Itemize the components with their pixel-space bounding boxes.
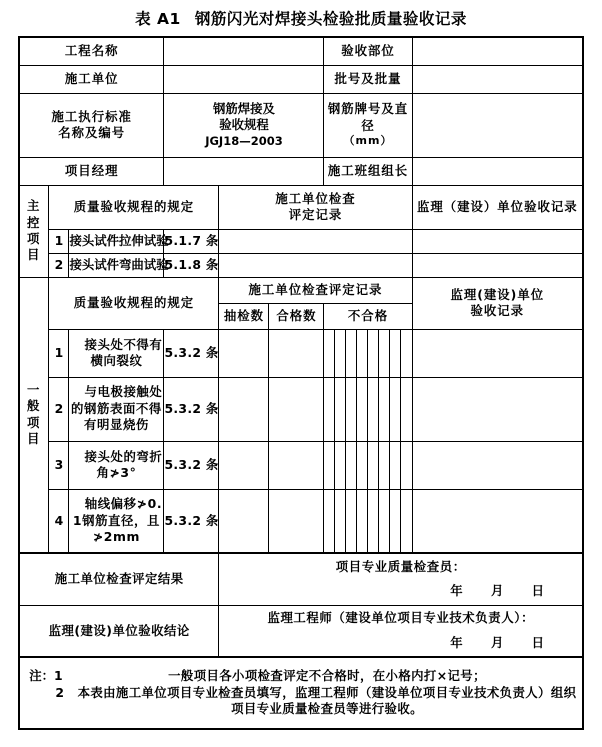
standard-name-line1: 钢筋焊接及 [213, 101, 275, 117]
group-label-general-char-2: 项 [26, 414, 42, 430]
general-item-desc-4: 轴线偏移≯0.1钢筋直径，且≯2mm [69, 489, 164, 553]
group-label-main-control-char-2: 项 [26, 231, 42, 246]
general-item-unqualified-2-5[interactable] [379, 377, 390, 441]
supervisor-date-label: 年 月 日 [450, 634, 557, 650]
general-item-unqualified-2-7[interactable] [401, 377, 412, 441]
main-item-desc-1: 接头试件拉伸试验 [69, 229, 164, 253]
label-construction-unit: 施工单位 [19, 65, 164, 93]
general-item-unqualified-4-4[interactable] [368, 489, 379, 553]
general-item-qualified-4[interactable] [269, 489, 324, 553]
label-acceptance-part: 验收部位 [324, 37, 412, 65]
general-item-clause-3: 5.3.2 条 [164, 441, 219, 489]
label-batch-no-and-size: 批号及批量 [324, 65, 412, 93]
contractor-date-label: 年 月 日 [450, 583, 557, 599]
col-header-main-contractor-line2: 评定记录 [288, 207, 343, 222]
main-item-clause-1: 5.1.7 条 [164, 229, 219, 253]
general-item-clause-2: 5.3.2 条 [164, 377, 219, 441]
value-execution-standard[interactable] [164, 93, 324, 157]
value-batch-no-and-size[interactable] [412, 65, 583, 93]
label-execution-standard-line2: 名称及编号 [58, 125, 126, 140]
main-item-row-1 [19, 229, 583, 253]
table-row-standard [19, 93, 583, 157]
general-item-row-3 [19, 441, 583, 489]
general-item-unqualified-1-6[interactable] [390, 329, 401, 377]
general-item-desc-3: 接头处的弯折角≯3° [69, 441, 164, 489]
general-item-clause-1: 5.3.2 条 [164, 329, 219, 377]
general-item-qualified-1[interactable] [269, 329, 324, 377]
supervisor-signer-label: 监理工程师（建设单位项目专业技术负责人）： [267, 610, 535, 626]
general-item-row-2 [19, 377, 583, 441]
general-item-unqualified-3-1[interactable] [335, 441, 346, 489]
notes-block [19, 657, 583, 729]
group-label-main-control-char-1: 控 [26, 214, 42, 230]
general-item-sampled-3[interactable] [219, 441, 269, 489]
group-label-general-char-1: 般 [26, 398, 42, 414]
note-text-1: 一般项目各小项检查评定不合格时，在小格内打×记号； [168, 668, 486, 684]
note-item-1 [20, 668, 582, 684]
general-item-unqualified-3-5[interactable] [379, 441, 390, 489]
general-item-no-3: 3 [49, 441, 69, 489]
conclusion-row-contractor [19, 553, 583, 605]
col-header-sampled: 抽检数 [219, 303, 269, 329]
general-item-unqualified-1-2[interactable] [346, 329, 357, 377]
group-label-main-control-char-0: 主 [26, 198, 42, 214]
conclusion-row-supervisor [19, 605, 583, 657]
value-acceptance-part[interactable] [412, 37, 583, 65]
label-contractor-result: 施工单位检查评定结果 [19, 553, 219, 605]
general-item-row-1 [19, 329, 583, 377]
note-text-2: 本表由施工单位项目专业检查员填写，监理工程师（建设单位项目专业技术负责人）组织项目专业质量检查员等进行验收。 [77, 684, 577, 717]
col-header-general-supervisor [412, 277, 583, 329]
general-item-qualified-2[interactable] [269, 377, 324, 441]
general-item-unqualified-2-6[interactable] [390, 377, 401, 441]
general-item-unqualified-2-1[interactable] [335, 377, 346, 441]
general-item-no-1: 1 [49, 329, 69, 377]
main-item-supervisor-1[interactable] [412, 229, 583, 253]
general-item-unqualified-4-1[interactable] [335, 489, 346, 553]
page-title [0, 0, 602, 36]
col-header-general-contractor-group: 施工单位检查评定记录 [219, 277, 412, 303]
general-item-supervisor-3[interactable] [412, 441, 583, 489]
value-supervisor-conclusion[interactable] [219, 605, 583, 657]
main-item-desc-2: 接头试件弯曲试验 [69, 253, 164, 277]
table-row-project-manager [19, 157, 583, 185]
col-header-main-contractor [219, 185, 412, 229]
general-item-unqualified-2-4[interactable] [368, 377, 379, 441]
general-item-unqualified-4-2[interactable] [346, 489, 357, 553]
general-item-no-4: 4 [49, 489, 69, 553]
general-section-header-row-1 [19, 277, 583, 303]
value-work-team-leader[interactable] [412, 157, 583, 185]
label-rebar-grade-unit: （mm） [343, 134, 393, 148]
label-project-manager: 项目经理 [19, 157, 164, 185]
general-item-unqualified-4-7[interactable] [401, 489, 412, 553]
note-item-2 [20, 685, 582, 718]
general-item-unqualified-1-7[interactable] [401, 329, 412, 377]
general-item-no-2: 2 [49, 377, 69, 441]
col-header-main-spec: 质量验收规程的规定 [49, 185, 219, 229]
general-item-clause-4: 5.3.2 条 [164, 489, 219, 553]
note-prefix [20, 668, 72, 684]
col-header-main-supervisor: 监理（建设）单位验收记录 [412, 185, 583, 229]
note-number-1: 1 [54, 668, 63, 684]
general-item-unqualified-3-0[interactable] [324, 441, 335, 489]
notes-row [19, 657, 583, 729]
value-rebar-grade-diameter[interactable] [412, 93, 583, 157]
label-execution-standard-line1: 施工执行标准 [51, 108, 132, 124]
main-item-no-1: 1 [49, 229, 69, 253]
group-label-main-control-char-3: 目 [26, 247, 42, 263]
col-header-main-contractor-line1: 施工单位检查 [275, 190, 356, 206]
label-work-team-leader: 施工班组组长 [324, 157, 412, 185]
table-number: 表 A1 [135, 10, 181, 28]
general-item-unqualified-1-1[interactable] [335, 329, 346, 377]
standard-name-line2: 验收规程 [219, 117, 269, 133]
group-label-general [19, 277, 49, 553]
general-item-supervisor-2[interactable] [412, 377, 583, 441]
general-item-sampled-2[interactable] [219, 377, 269, 441]
general-item-unqualified-1-3[interactable] [357, 329, 368, 377]
general-item-unqualified-1-5[interactable] [379, 329, 390, 377]
general-item-supervisor-1[interactable] [412, 329, 583, 377]
col-header-general-spec: 质量验收规程的规定 [49, 277, 219, 329]
general-item-desc-1: 接头处不得有横向裂纹 [69, 329, 164, 377]
value-contractor-result[interactable] [219, 553, 583, 605]
main-item-contractor-1[interactable] [219, 229, 412, 253]
general-item-unqualified-4-3[interactable] [357, 489, 368, 553]
general-item-unqualified-3-7[interactable] [401, 441, 412, 489]
label-supervisor-conclusion: 监理(建设)单位验收结论 [19, 605, 219, 657]
col-header-qualified: 合格数 [269, 303, 324, 329]
note-prefix-text: 注： [29, 668, 55, 684]
general-item-unqualified-1-4[interactable] [368, 329, 379, 377]
table-title-text: 钢筋闪光对焊接头检验批质量验收记录 [194, 10, 467, 28]
main-item-no-2: 2 [49, 253, 69, 277]
col-header-general-supervisor-line1: 监理(建设)单位 [450, 286, 545, 302]
general-item-unqualified-2-0[interactable] [324, 377, 335, 441]
main-section-header-row [19, 185, 583, 229]
note-number-2-wrap [20, 685, 72, 701]
general-item-unqualified-4-6[interactable] [390, 489, 401, 553]
main-item-supervisor-2[interactable] [412, 253, 583, 277]
standard-code: JGJ18—2003 [205, 133, 283, 148]
general-item-unqualified-3-3[interactable] [357, 441, 368, 489]
general-item-unqualified-1-0[interactable] [324, 329, 335, 377]
label-rebar-grade-line1: 钢筋牌号及直径 [327, 101, 409, 133]
general-item-unqualified-4-5[interactable] [379, 489, 390, 553]
general-item-unqualified-3-6[interactable] [390, 441, 401, 489]
main-item-row-2 [19, 253, 583, 277]
contractor-signer-label: 项目专业质量检查员： [335, 558, 466, 574]
general-item-desc-2: 与电极接触处的钢筋表面不得有明显烧伤 [69, 377, 164, 441]
table-row-construction-unit [19, 65, 583, 93]
general-item-sampled-4[interactable] [219, 489, 269, 553]
general-item-supervisor-4[interactable] [412, 489, 583, 553]
general-item-unqualified-2-3[interactable] [357, 377, 368, 441]
general-item-row-4 [19, 489, 583, 553]
general-item-sampled-1[interactable] [219, 329, 269, 377]
group-label-main-control [19, 185, 49, 277]
col-header-unqualified: 不合格 [324, 303, 412, 329]
label-rebar-grade-diameter [324, 93, 412, 157]
label-execution-standard [19, 93, 164, 157]
group-label-general-char-0: 一 [26, 382, 42, 397]
main-item-clause-2: 5.1.8 条 [164, 253, 219, 277]
general-item-unqualified-3-4[interactable] [368, 441, 379, 489]
value-project-name[interactable] [164, 37, 324, 65]
group-label-general-char-3: 目 [26, 431, 42, 447]
label-project-name: 工程名称 [19, 37, 164, 65]
table-row-project-name [19, 37, 583, 65]
general-item-unqualified-4-0[interactable] [324, 489, 335, 553]
general-item-unqualified-3-2[interactable] [346, 441, 357, 489]
value-project-manager[interactable] [164, 157, 324, 185]
note-number-2: 2 [55, 684, 64, 700]
inspection-form-table [18, 36, 584, 730]
main-item-contractor-2[interactable] [219, 253, 412, 277]
value-construction-unit[interactable] [164, 65, 324, 93]
general-item-unqualified-2-2[interactable] [346, 377, 357, 441]
col-header-general-supervisor-line2: 验收记录 [470, 303, 525, 318]
general-item-qualified-3[interactable] [269, 441, 324, 489]
